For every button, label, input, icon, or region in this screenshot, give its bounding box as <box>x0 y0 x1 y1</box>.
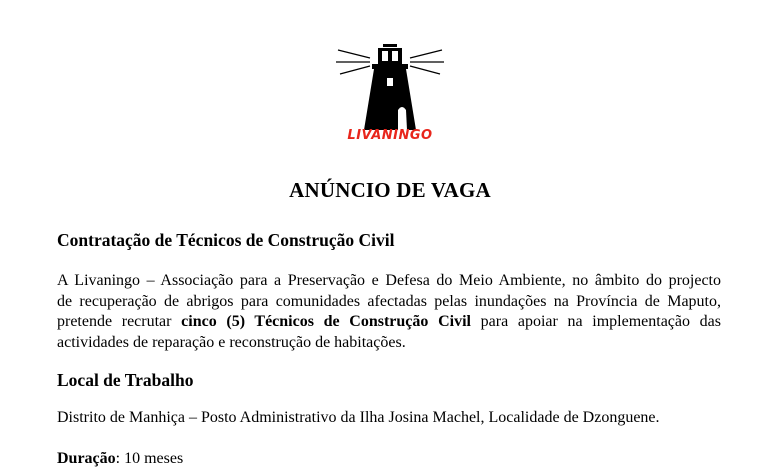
intro-paragraph <box>57 271 721 353</box>
livaningo-logo <box>330 40 450 140</box>
page-title: ANÚNCIO DE VAGA <box>289 178 491 202</box>
duration-label: Duração <box>57 450 116 467</box>
duration-value: 10 meses <box>120 450 184 467</box>
intro-line-4: actividades de reparação e reconstrução de habitações. <box>57 333 406 351</box>
section-heading-location: Local de Trabalho <box>57 370 194 390</box>
logo-text: LIVANINGO <box>347 128 433 140</box>
intro-line-3-end: para apoiar na implementação das <box>470 313 722 330</box>
duration-line <box>57 450 183 468</box>
intro-line-3 <box>57 312 721 333</box>
intro-line-1: A Livaningo – Associação para a Preservação e Defesa do Meio Ambiente, no âmbito do projecto <box>57 272 721 289</box>
intro-line-2: de recuperação de abrigos para comunidades afectadas pelas inundações na Província de Maputo, <box>57 292 721 310</box>
location-text: Distrito de Manhiça – Posto Administrativo da Ilha Josina Machel, Localidade de Dzonguene. <box>57 409 660 426</box>
lighthouse-icon <box>330 40 450 140</box>
duration-separator: : <box>115 450 121 467</box>
section-heading-position: Contratação de Técnicos de Construção Civil <box>57 230 395 250</box>
intro-line-3-start: pretende recrutar <box>57 313 182 330</box>
intro-highlight: cinco (5) Técnicos de Construção Civil <box>181 313 471 330</box>
